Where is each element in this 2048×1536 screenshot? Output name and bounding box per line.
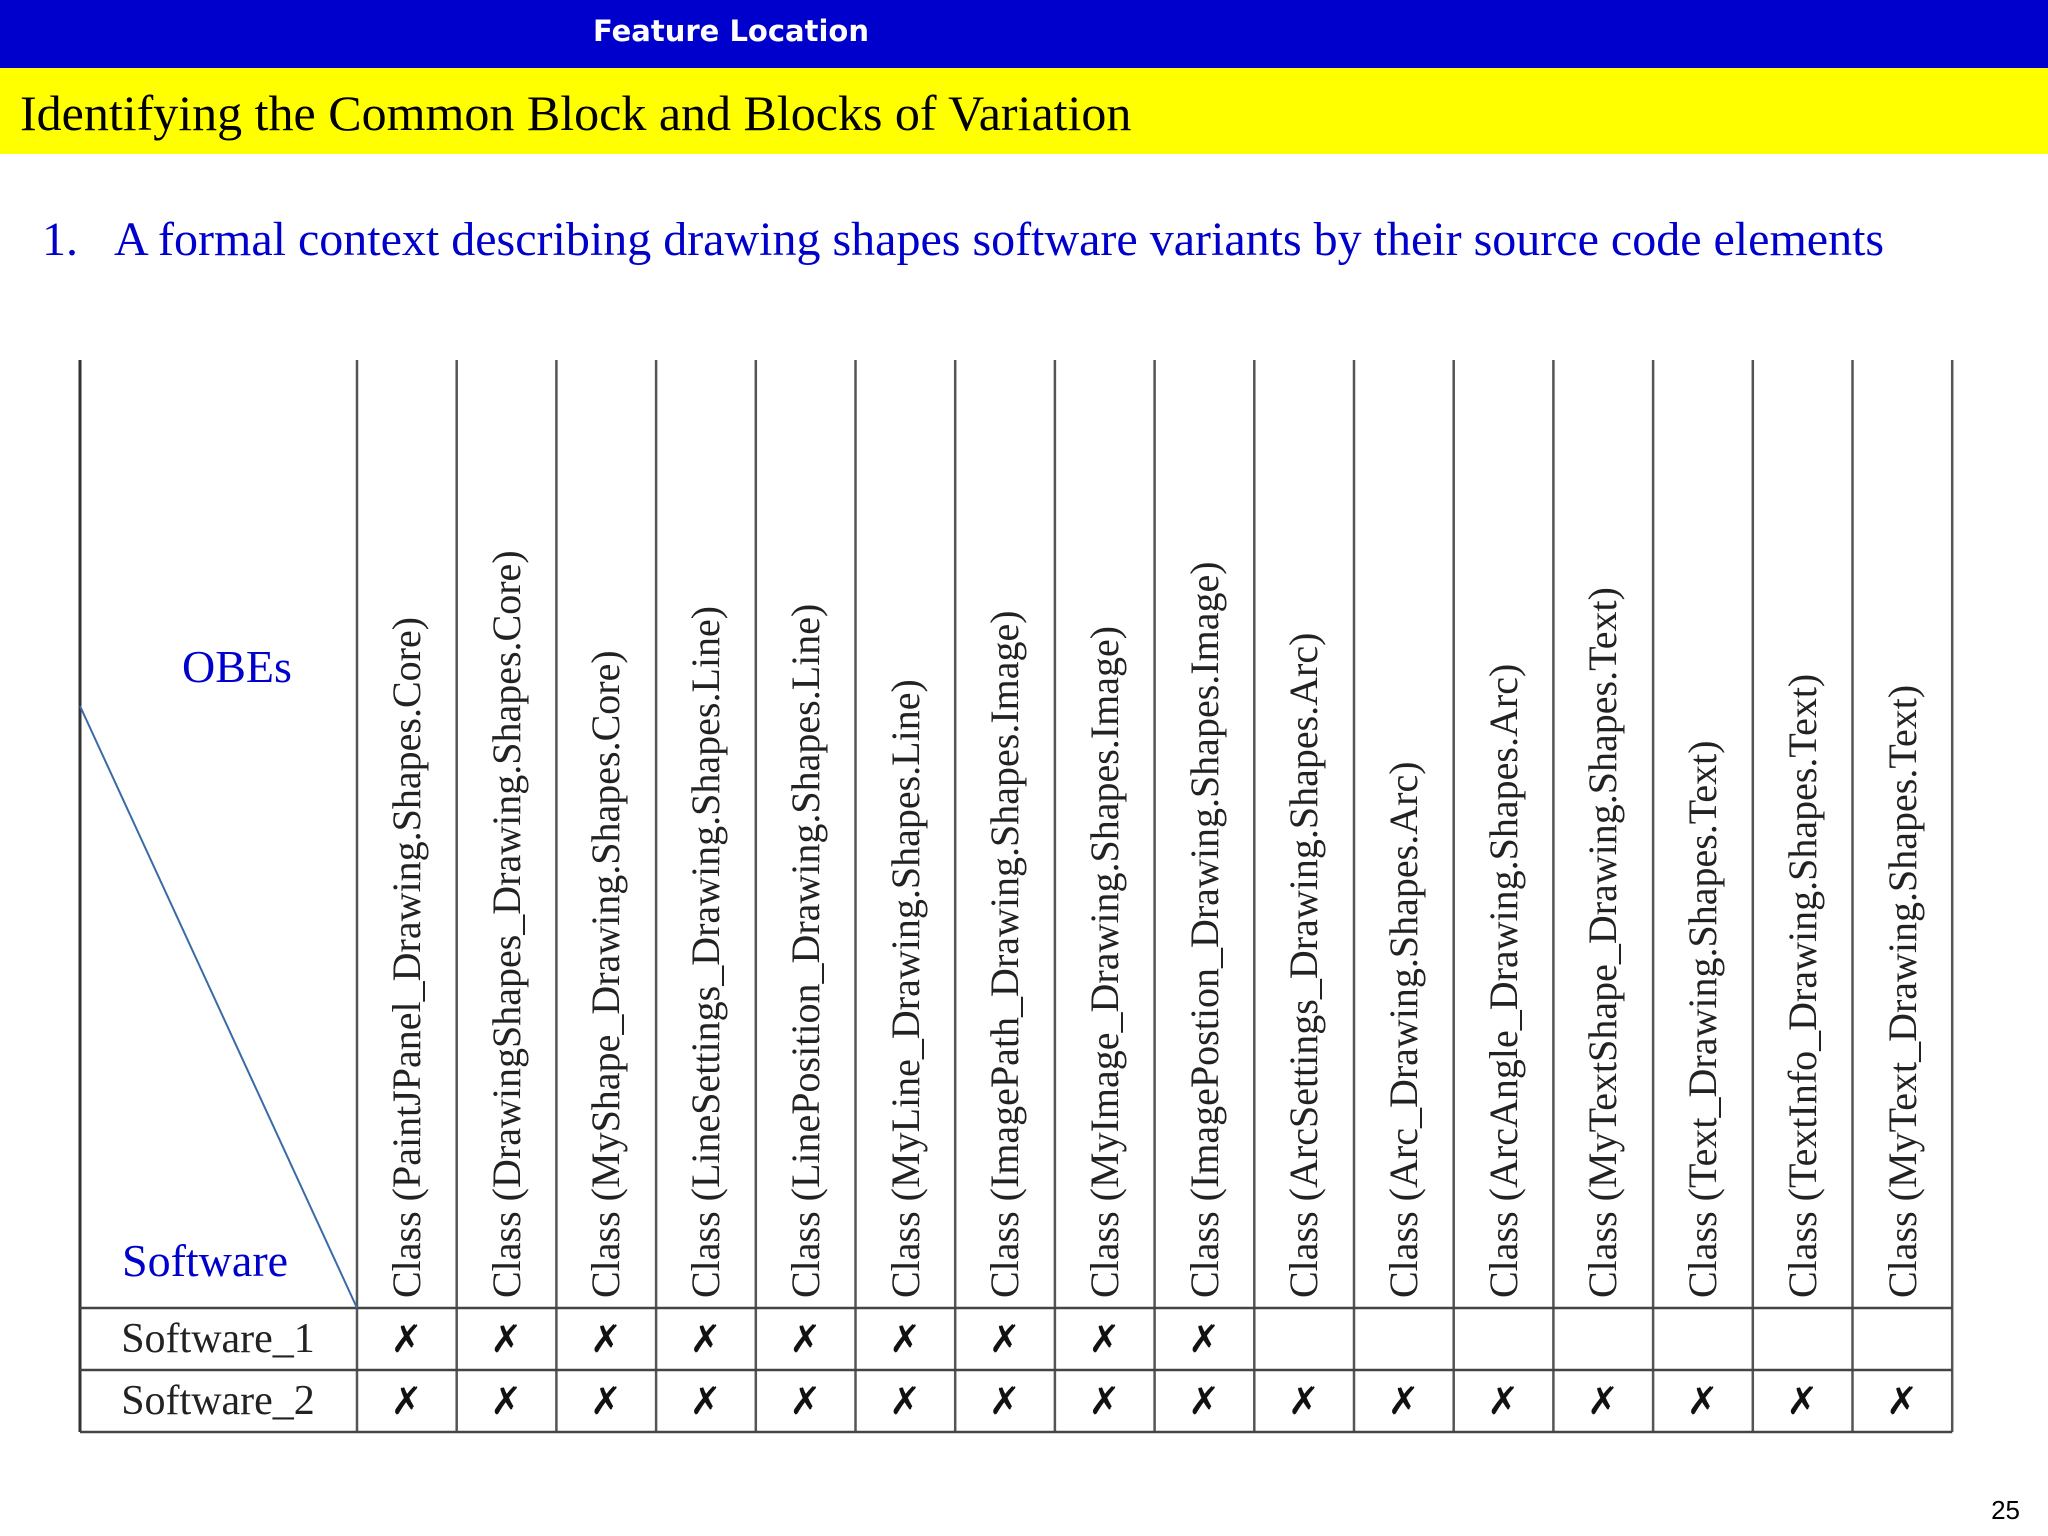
corner-label-software: Software bbox=[122, 1235, 289, 1286]
cross-mark: ✗ bbox=[390, 1317, 423, 1361]
cross-mark: ✗ bbox=[490, 1379, 523, 1423]
row-label: Software_2 bbox=[121, 1378, 315, 1424]
cross-mark: ✗ bbox=[1487, 1379, 1520, 1423]
cross-mark: ✗ bbox=[689, 1379, 722, 1423]
column-header: Class (MyText_Drawing.Shapes.Text) bbox=[1879, 684, 1925, 1298]
column-header: Class (MyTextShape_Drawing.Shapes.Text) bbox=[1580, 587, 1626, 1298]
point-text: A formal context describing drawing shapes software variants by their source code elements bbox=[114, 213, 1885, 266]
cross-mark: ✗ bbox=[988, 1379, 1021, 1423]
cross-mark: ✗ bbox=[889, 1379, 921, 1423]
column-header: Class (ArcSettings_Drawing.Shapes.Arc) bbox=[1281, 632, 1327, 1298]
cross-mark: ✗ bbox=[1786, 1379, 1819, 1423]
cross-mark: ✗ bbox=[490, 1317, 523, 1361]
cross-mark: ✗ bbox=[589, 1317, 622, 1361]
cross-mark: ✗ bbox=[1188, 1379, 1221, 1423]
cross-mark: ✗ bbox=[1886, 1379, 1918, 1423]
column-header: Class (DrawingShapes_Drawing.Shapes.Core) bbox=[483, 550, 529, 1298]
cross-mark: ✗ bbox=[1387, 1379, 1420, 1423]
column-header: Class (LinePosition_Drawing.Shapes.Line) bbox=[782, 603, 828, 1298]
column-header: Class (Arc_Drawing.Shapes.Arc) bbox=[1381, 761, 1426, 1298]
slide-heading: Identifying the Common Block and Blocks of Variation bbox=[20, 85, 1132, 141]
cross-mark: ✗ bbox=[988, 1317, 1021, 1361]
cross-mark: ✗ bbox=[789, 1379, 822, 1423]
column-header: Class (MyShape_Drawing.Shapes.Core) bbox=[583, 650, 629, 1298]
cross-mark: ✗ bbox=[789, 1317, 822, 1361]
row-label: Software_1 bbox=[121, 1316, 315, 1362]
column-header: Class (MyImage_Drawing.Shapes.Image) bbox=[1081, 625, 1127, 1298]
cross-mark: ✗ bbox=[889, 1317, 921, 1361]
column-header: Class (LineSettings_Drawing.Shapes.Line) bbox=[683, 605, 729, 1298]
point-number: 1. bbox=[42, 213, 78, 266]
column-header: Class (ArcAngle_Drawing.Shapes.Arc) bbox=[1480, 663, 1526, 1298]
cross-mark: ✗ bbox=[589, 1379, 622, 1423]
cross-mark: ✗ bbox=[1287, 1379, 1320, 1423]
column-header: Class (MyLine_Drawing.Shapes.Line) bbox=[882, 679, 928, 1298]
cross-mark: ✗ bbox=[390, 1379, 423, 1423]
corner-diagonal-line bbox=[80, 706, 357, 1308]
column-header: Class (Text_Drawing.Shapes.Text) bbox=[1680, 740, 1726, 1298]
corner-label-obes: OBEs bbox=[182, 641, 292, 692]
column-header: Class (TextInfo_Drawing.Shapes.Text) bbox=[1779, 673, 1825, 1298]
page-number: 25 bbox=[1991, 1495, 2020, 1525]
cross-mark: ✗ bbox=[1686, 1379, 1719, 1423]
cross-mark: ✗ bbox=[1088, 1317, 1121, 1361]
cross-mark: ✗ bbox=[1088, 1379, 1121, 1423]
cross-mark: ✗ bbox=[1188, 1317, 1221, 1361]
cross-mark: ✗ bbox=[1586, 1379, 1619, 1423]
column-header: Class (ImagePath_Drawing.Shapes.Image) bbox=[982, 610, 1028, 1298]
column-header: Class (PaintJPanel_Drawing.Shapes.Core) bbox=[384, 616, 429, 1298]
column-header: Class (ImagePostion_Drawing.Shapes.Image) bbox=[1181, 561, 1227, 1298]
cross-mark: ✗ bbox=[689, 1317, 722, 1361]
section-title: Feature Location bbox=[593, 14, 869, 48]
